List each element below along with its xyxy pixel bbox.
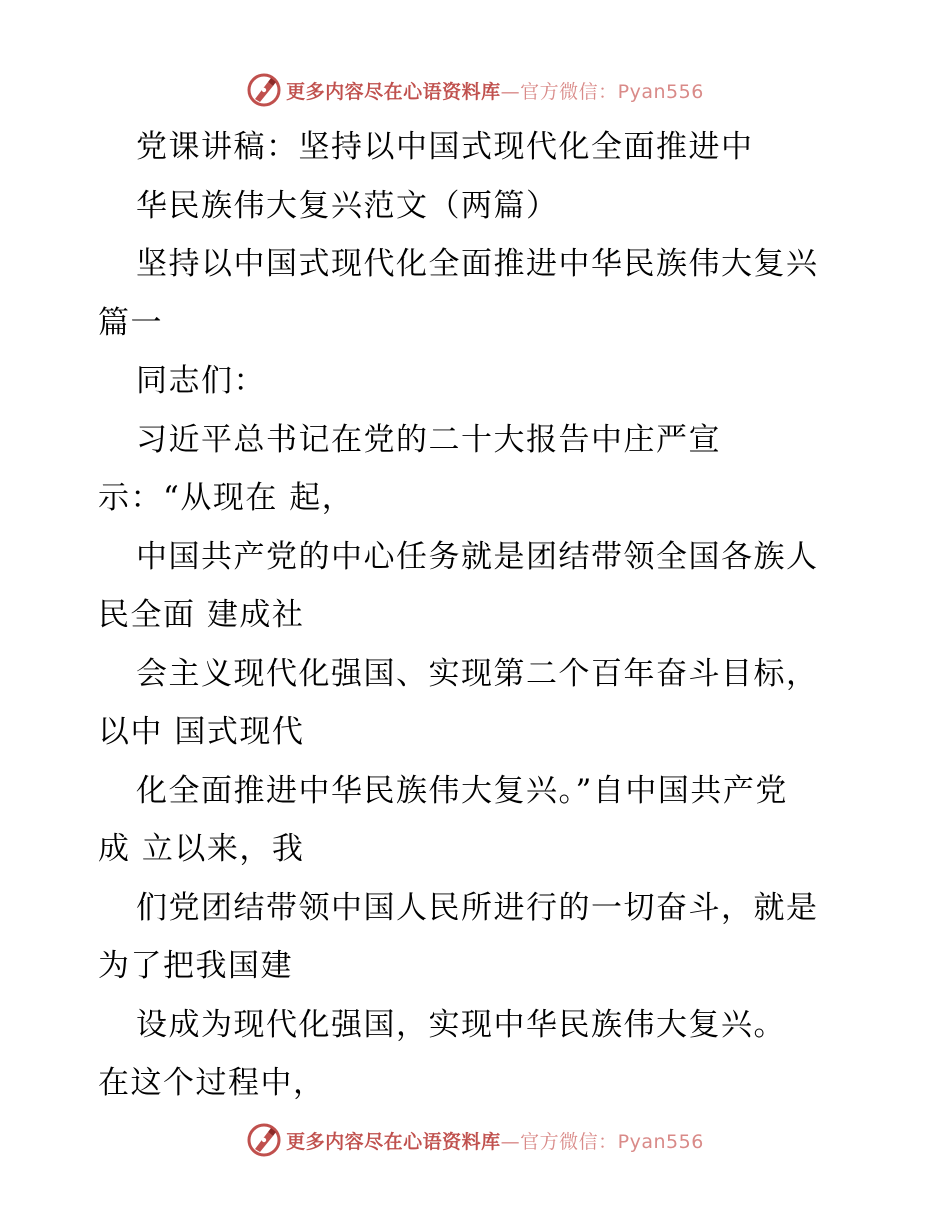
header-banner: [0, 70, 950, 110]
text-line: 华民族伟大复兴范文（两篇）: [136, 187, 559, 224]
text-line: 设成为现代化强国，实现中华民族伟大复兴。: [136, 1006, 786, 1043]
text-line: 民全面 建成社: [98, 597, 305, 633]
text-line: 示：“从现在 起，: [98, 480, 355, 516]
text-line: 们党团结带领中国人民所进行的一切奋斗，就是: [136, 889, 819, 926]
text-line: 中国共产党的中心任务就是团结带领全国各族人: [136, 538, 819, 575]
banner-wechat-text: —官方微信：Pyan556: [500, 80, 704, 103]
text-line: 在这个过程中，: [98, 1065, 326, 1101]
footer-banner: [0, 1120, 950, 1160]
banner-wechat-text: —官方微信：Pyan556: [500, 1130, 704, 1153]
text-line: 同志们：: [136, 363, 266, 399]
pen-badge-icon: [246, 1122, 282, 1158]
banner-text: [286, 77, 704, 104]
text-line: 篇一: [98, 304, 163, 341]
text-line: 会主义现代化强国、实现第二个百年奋斗目标，: [136, 655, 819, 692]
text-line: 党课讲稿：坚持以中国式现代化全面推进中: [136, 129, 754, 165]
text-line: 成 立以来，我: [98, 831, 305, 867]
text-line: 以中 国式现代: [98, 714, 305, 750]
text-line: 为了把我国建: [98, 948, 293, 984]
text-line: 坚持以中国式现代化全面推进中华民族伟大复兴: [136, 246, 819, 282]
banner-text: [286, 1127, 704, 1154]
pen-badge-icon: [246, 72, 282, 108]
text-line: 化全面推进中华民族伟大复兴。”自中国共产党: [136, 772, 788, 809]
banner-site-text: 更多内容尽在心语资料库: [286, 80, 501, 103]
document-body: [98, 118, 858, 1113]
banner-site-text: 更多内容尽在心语资料库: [286, 1130, 501, 1153]
text-line: 习近平总书记在党的二十大报告中庄严宣: [136, 421, 721, 458]
